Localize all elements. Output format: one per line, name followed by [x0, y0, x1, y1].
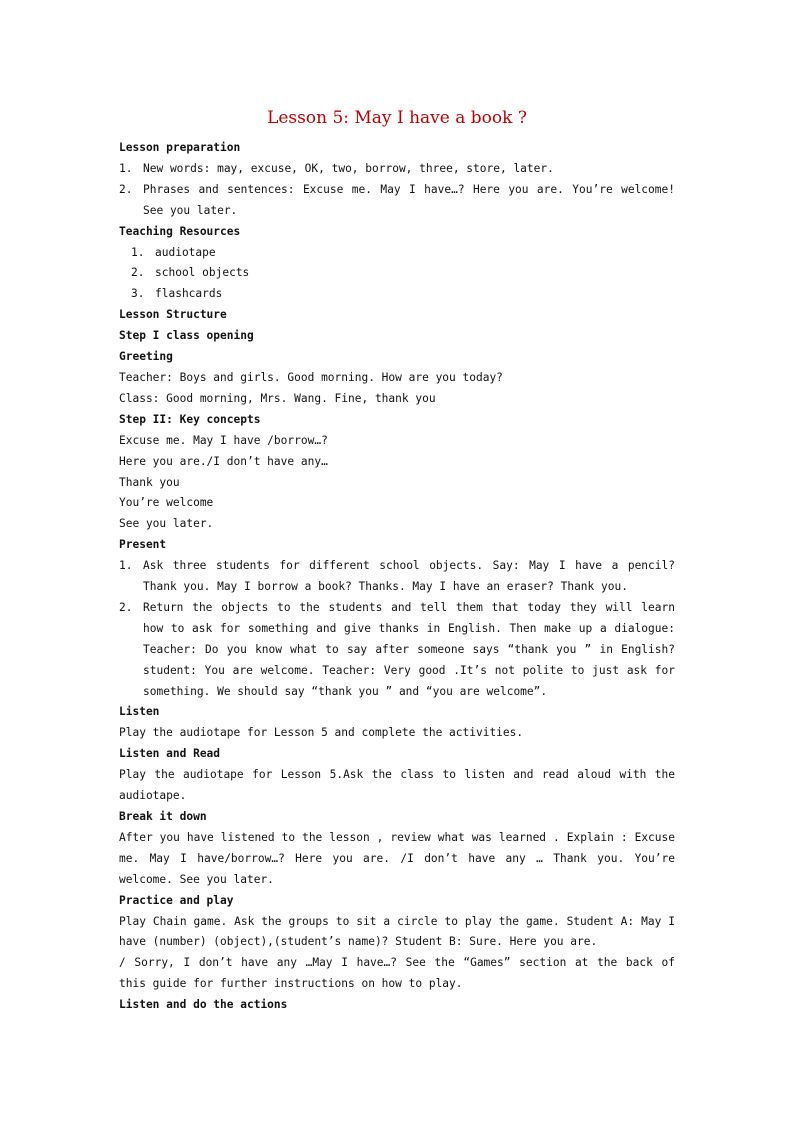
heading-listen: Listen	[119, 705, 160, 719]
list-item: 1. audiotape	[131, 245, 216, 259]
key-concept-line: Excuse me. May I have /borrow…?	[119, 433, 328, 447]
heading-listen-and-do-actions: Listen and do the actions	[119, 998, 288, 1012]
heading-step-2: Step II: Key concepts	[119, 412, 261, 426]
dialogue-line: Class: Good morning, Mrs. Wang. Fine, thank you	[119, 391, 436, 405]
key-concept-line: Thank you	[119, 475, 180, 489]
key-concept-line: You’re welcome	[119, 496, 214, 510]
heading-lesson-preparation: Lesson preparation	[119, 141, 241, 154]
paragraph: Play the audiotape for Lesson 5.Ask the class to listen and read aloud with the audiotape.	[119, 768, 675, 803]
list-item: 2. school objects	[131, 266, 250, 280]
heading-present: Present	[119, 538, 167, 552]
heading-break-it-down: Break it down	[119, 810, 207, 823]
key-concept-line: Here you are./I don’t have any…	[119, 454, 328, 468]
list-item: 2. Phrases and sentences: Excuse me. May I have…? Here you are. You’re welcome! See you later.	[119, 182, 675, 217]
heading-listen-and-read: Listen and Read	[119, 747, 221, 761]
list-item: 1. Ask three students for different school objects. Say: May I have a pencil? Thank you. May I borrow a book? Thanks. May I have an eraser? Thank you.	[119, 559, 675, 594]
list-item: 3. flashcards	[131, 287, 223, 301]
heading-teaching-resources: Teaching Resources	[119, 224, 241, 238]
dialogue-line: Teacher: Boys and girls. Good morning. How are you today?	[119, 370, 503, 384]
heading-step-1: Step I class opening	[119, 329, 254, 343]
heading-lesson-structure: Lesson Structure	[119, 308, 227, 322]
heading-practice-and-play: Practice and play	[119, 893, 234, 907]
lesson-title: Lesson 5: May I have a book ?	[267, 108, 527, 128]
paragraph: Play Chain game. Ask the groups to sit a circle to play the game. Student A: May I have (number) (object),(student’s name)? Student B: Sure. Here you are.	[119, 914, 675, 949]
key-concept-line: See you later.	[119, 517, 214, 531]
list-item: 2. Return the objects to the students and tell them that today they will learn how to ask for something and give thanks in English. Then make up a dialogue: Teacher: Do you know what to say after someone says “thank you ” in English? student: You are welcome. Teacher: Very good .It’s not polite to just ask for something. We should say “thank you ” and “you are welcome”.	[119, 600, 675, 698]
document-page	[119, 106, 675, 1016]
heading-greeting: Greeting	[119, 350, 173, 364]
paragraph: / Sorry, I don’t have any …May I have…? See the “Games” section at the back of this guide for further instructions on how to play.	[119, 956, 675, 991]
paragraph: Play the audiotape for Lesson 5 and complete the activities.	[119, 726, 524, 740]
paragraph: After you have listened to the lesson , review what was learned . Explain : Excuse me. May I have/borrow…? Here you are. /I don’t have any … Thank you. You’re welcome. See you later.	[119, 830, 675, 886]
list-item: 1. New words: may, excuse, OK, two, borrow, three, store, later.	[119, 161, 554, 175]
